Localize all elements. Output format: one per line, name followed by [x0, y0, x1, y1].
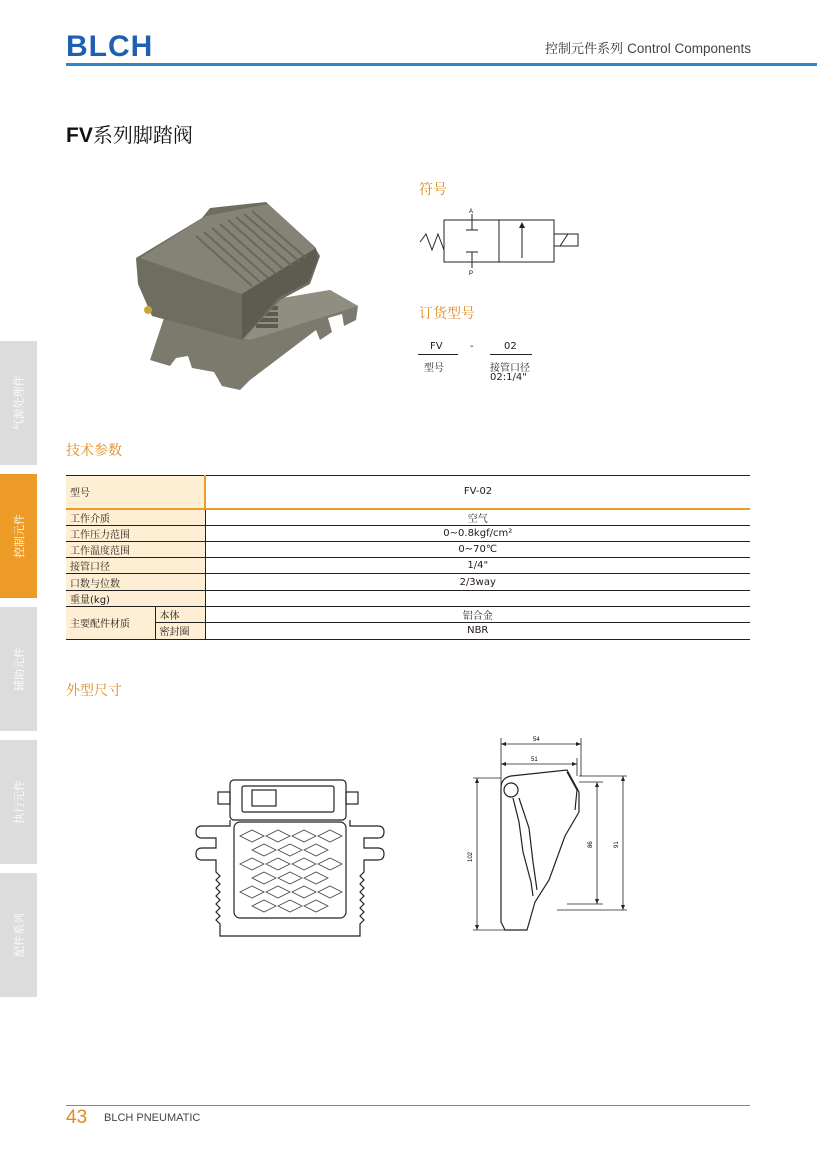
- page-number: 43: [66, 1107, 88, 1128]
- spec-value: [205, 590, 750, 606]
- material-value: NBR: [205, 623, 750, 639]
- dim-54-label: 54: [533, 737, 540, 743]
- order-model-underline: [418, 354, 458, 355]
- top-view-drawing: [194, 776, 386, 942]
- spec-label: 重量(kg): [66, 590, 205, 606]
- side-tab-control[interactable]: [0, 474, 37, 598]
- spec-value: 1/4": [205, 558, 750, 574]
- table-row: [66, 574, 750, 590]
- material-part: 密封圈: [155, 623, 205, 639]
- spec-label: 工作压力范围: [66, 525, 205, 541]
- spec-label: 口数与位数: [66, 574, 205, 590]
- table-row: [66, 623, 750, 639]
- spec-label: 工作温度范围: [66, 541, 205, 557]
- footer-brand: BLCH PNEUMATIC: [104, 1112, 201, 1124]
- side-view-body: [501, 770, 579, 930]
- material-value: 铝合金: [205, 606, 750, 622]
- side-tab-auxiliary[interactable]: [0, 607, 37, 731]
- series-title-en: Control Components: [627, 41, 751, 56]
- dim-91-label: 91: [614, 841, 620, 848]
- material-label: 主要配件材质: [66, 606, 155, 639]
- table-row: [66, 606, 750, 622]
- port-p-label: P: [469, 271, 474, 276]
- order-code-heading: 订货型号: [419, 306, 475, 322]
- top-view-pattern: [240, 830, 342, 912]
- series-title: [545, 38, 751, 57]
- table-row: [66, 525, 750, 541]
- order-code-label: 接管口径: [490, 363, 530, 374]
- page-title-name: 系列脚踏阀: [92, 123, 193, 147]
- series-title-cn: 控制元件系列: [545, 42, 624, 57]
- side-tab-label: 辅助元件: [12, 647, 26, 691]
- spec-value: 空气: [205, 509, 750, 526]
- order-dash: -: [470, 341, 474, 352]
- spec-header-label: 型号: [66, 476, 205, 509]
- plunger: [554, 234, 578, 246]
- order-model: FV: [430, 341, 443, 352]
- header-divider: [66, 63, 817, 66]
- spec-value: 0~0.8kgf/cm²: [205, 525, 750, 541]
- spring-symbol: [420, 234, 444, 250]
- side-view-drawing: [455, 732, 630, 938]
- side-tab-label: 气源处理件: [12, 375, 26, 431]
- brand-logo: BLCH: [66, 30, 154, 63]
- side-tab-label: 配件系列: [12, 913, 26, 957]
- side-tab-label: 控制元件: [12, 514, 26, 558]
- page-title: [66, 119, 193, 148]
- spec-value: 2/3way: [205, 574, 750, 590]
- material-part: 本体: [155, 606, 205, 622]
- valve-symbol: [418, 204, 582, 276]
- side-tab-label: 执行元件: [12, 780, 26, 824]
- spec-header-value: FV-02: [205, 476, 750, 509]
- symbol-heading: 符号: [419, 182, 447, 198]
- table-row: [66, 558, 750, 574]
- order-code: 02: [504, 341, 517, 352]
- spec-value: 0~70℃: [205, 541, 750, 557]
- table-row: [66, 590, 750, 606]
- side-tab-actuator[interactable]: [0, 740, 37, 864]
- spec-label: 接管口径: [66, 558, 205, 574]
- spec-label: 工作介质: [66, 509, 205, 526]
- order-code-underline: [490, 354, 532, 355]
- dim-102-label: 102: [468, 851, 474, 862]
- table-row: [66, 541, 750, 557]
- dim-51-label: 51: [531, 757, 538, 763]
- pivot-pin: [144, 306, 152, 314]
- page-title-model: FV: [66, 124, 93, 147]
- flow-arrow: [519, 222, 525, 228]
- dim-86-label: 86: [588, 841, 594, 848]
- table-row: [66, 509, 750, 526]
- footer-divider: [66, 1105, 750, 1106]
- dimensions-heading: 外型尺寸: [66, 683, 122, 699]
- top-view-symbol: [252, 790, 276, 806]
- order-code-note: 02:1/4": [490, 372, 527, 383]
- port-a-label: A: [469, 209, 474, 215]
- side-tab-accessories[interactable]: [0, 873, 37, 997]
- spec-table: [66, 475, 750, 640]
- product-photo: [130, 190, 365, 395]
- specs-heading: 技术参数: [66, 443, 122, 459]
- order-model-label: 型号: [424, 363, 444, 374]
- spec-header-row: [66, 476, 750, 509]
- side-tab-air-treatment[interactable]: [0, 341, 37, 465]
